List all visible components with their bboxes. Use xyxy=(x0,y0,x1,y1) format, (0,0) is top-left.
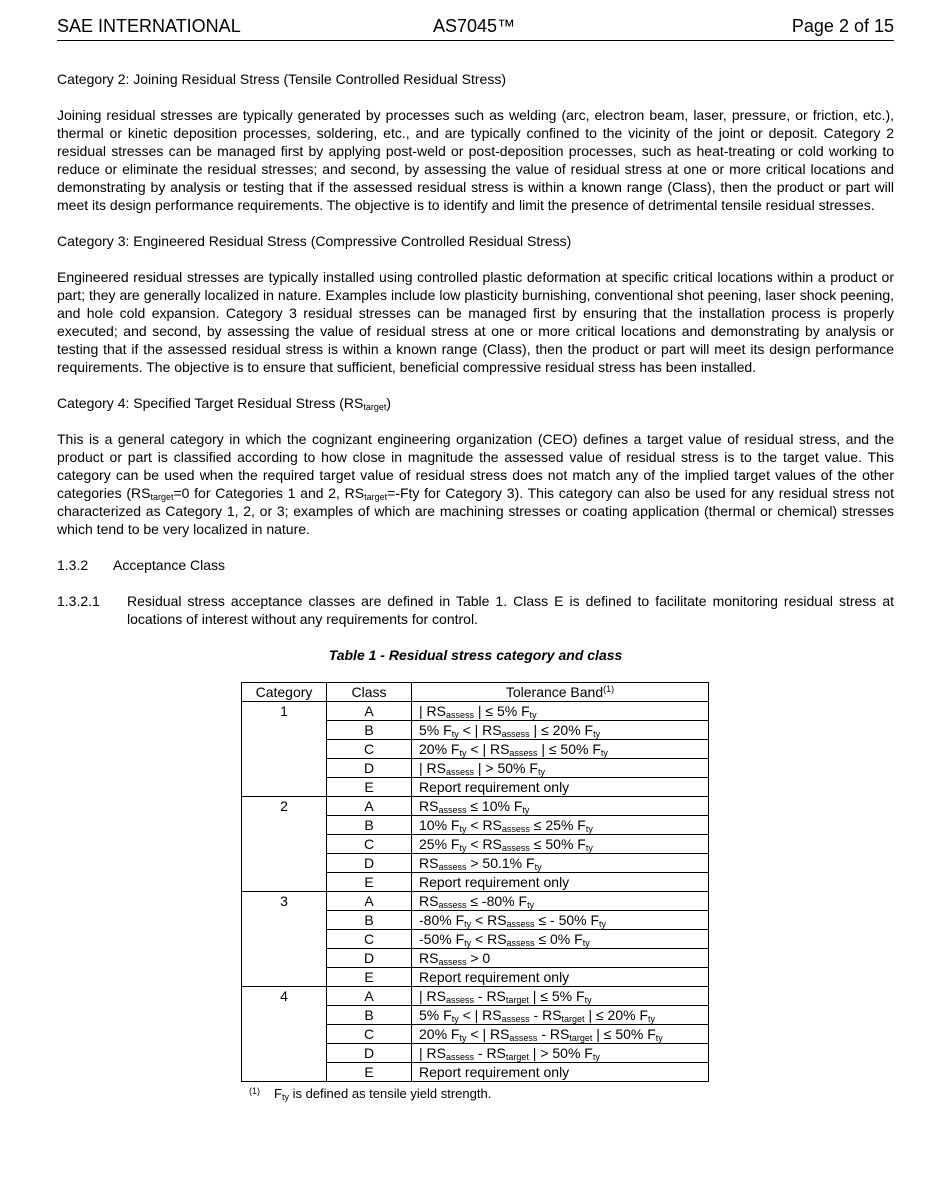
tolerance-cell: 5% $F_{ty}$ < | $RS_{assess} - RS_{target}$ | ≤ 20% $F_{ty}$ xyxy=(412,1006,709,1025)
section-1-3-2-1 xyxy=(57,592,894,628)
category-cell: 3 xyxy=(242,892,327,987)
column-header-tolerance: Tolerance Band$^{(1)}$ xyxy=(412,683,709,702)
class-cell: C xyxy=(327,835,412,854)
section-number: 1.3.2 xyxy=(57,557,89,573)
header-page-number: Page 2 of 15 xyxy=(791,16,894,36)
header-doc-id: AS7045™ xyxy=(433,16,516,36)
tolerance-cell: 20% $F_{ty}$ < | $RS_{assess} - RS_{target}$ | ≤ 50% $F_{ty}$ xyxy=(412,1025,709,1044)
category-cell: 2 xyxy=(242,797,327,892)
class-cell: A xyxy=(327,892,412,911)
tolerance-cell: -80% $F_{ty} < RS_{assess}$ ≤ - 50% $F_{ty}$ xyxy=(412,911,709,930)
table-row xyxy=(242,797,709,816)
column-header-class: Class xyxy=(327,683,412,702)
section-number: 1.3.2.1 xyxy=(57,593,100,609)
table-footnote: $^{(1)}$ $F_{ty}$ is defined as tensile yield strength. xyxy=(249,1086,492,1102)
table-header-row xyxy=(242,683,709,702)
column-header-category: Category xyxy=(242,683,327,702)
class-cell: E xyxy=(327,1063,412,1082)
class-cell: E xyxy=(327,968,412,987)
table-row xyxy=(242,702,709,721)
class-cell: D xyxy=(327,949,412,968)
class-cell: C xyxy=(327,740,412,759)
residual-stress-table xyxy=(241,682,709,1082)
class-cell: B xyxy=(327,1006,412,1025)
category-4-paragraph: This is a general category in which the cognizant engineering organization (CEO) defines a target value of residual stress, and the product or part is classified according to how close in magnitude the assessed value of residual stress is to the target value. This category can be used when the required target value of residual stress does not match any of the implied target values of the other categories ($RS_{target}=0$ for Categories 1 and 2, $RS_{target}=$-Fty for Category 3). This category can also be used for any residual stress not characterized as Category 1, 2, or 3; examples of which are machining stresses or coating application (thermal or chemical) stresses which tend to be very localized in nature. xyxy=(57,431,895,537)
class-cell: B xyxy=(327,721,412,740)
category-3-heading: Category 3: Engineered Residual Stress (Compressive Controlled Residual Stress) xyxy=(57,233,572,249)
class-cell: B xyxy=(327,816,412,835)
category-3-paragraph: Engineered residual stresses are typically installed using controlled plastic deformation at specific critical locations within a product or part; they are generally localized in nature. Examples include low plasticity burnishing, conventional shot peening, laser shock peening, and hole cold expansion. Category 3 residual stresses can be managed first by ensuring that the installation process is properly executed; and second, by assessing the value of residual stress at one or more critical locations and demonstrating by analysis or testing that if the assessed residual stress is within a known range (Class), then the product or part will meet its design performance requirements. The objective is to ensure that sufficient, beneficial compressive residual stress has been installed. xyxy=(57,269,894,375)
class-cell: A xyxy=(327,702,412,721)
tolerance-cell: | $RS_{assess}$ | > 50% $F_{ty}$ xyxy=(412,759,709,778)
category-4-heading: Category 4: Specified Target Residual Stress $(RS_{target})$ xyxy=(57,395,392,412)
table-caption: Table 1 - Residual stress category and class xyxy=(328,647,623,663)
tolerance-cell: 5% $F_{ty}$ < | $RS_{assess}$ | ≤ 20% $F_{ty}$ xyxy=(412,721,709,740)
tolerance-cell: 10% $F_{ty} < RS_{assess} \le 25\%$ $F_{ty}$ xyxy=(412,816,709,835)
tolerance-cell: $RS_{assess} > 50.1\%$ $F_{ty}$ xyxy=(412,854,709,873)
class-cell: B xyxy=(327,911,412,930)
table-body xyxy=(242,702,709,1082)
tolerance-cell: $RS_{assess} > 0$ xyxy=(412,949,709,968)
tolerance-cell: -50% $F_{ty} < RS_{assess} \le 0\%$ $F_{ty}$ xyxy=(412,930,709,949)
section-text: Residual stress acceptance classes are defined in Table 1. Class E is defined to facilitate monitoring residual stress at locations of interest without any requirements for control. xyxy=(127,593,894,627)
class-cell: C xyxy=(327,1025,412,1044)
table-row xyxy=(242,892,709,911)
tolerance-cell: $RS_{assess} \le -80\%$ $F_{ty}$ xyxy=(412,892,709,911)
class-cell: A xyxy=(327,797,412,816)
tolerance-cell: 20% $F_{ty}$ < | $RS_{assess}$ | ≤ 50% $F_{ty}$ xyxy=(412,740,709,759)
class-cell: D xyxy=(327,1044,412,1063)
tolerance-cell: | $RS_{assess} - RS_{target}$ | ≤ 5% $F_{ty}$ xyxy=(412,987,709,1006)
class-cell: D xyxy=(327,759,412,778)
tolerance-cell: Report requirement only xyxy=(412,873,709,892)
tolerance-cell: Report requirement only xyxy=(412,968,709,987)
page-header xyxy=(57,16,894,41)
section-1-3-2-heading xyxy=(57,556,894,574)
category-2-paragraph: Joining residual stresses are typically generated by processes such as welding (arc, electron beam, laser, pressure, or friction, etc.), thermal or kinetic deposition processes, soldering, etc., and are typically confined to the vicinity of the joint or deposit. Category 2 residual stresses can be managed first by applying post-weld or post-deposition processes, such as heat-treating or cold working to reduce or eliminate the residual stresses; and second, by assessing the value of residual stress at one or more critical locations and demonstrating by analysis or testing that if the assessed residual stress is within a known range (Class), then the product or part will meet its design performance requirements. The objective is to identify and limit the presence of detrimental tensile residual stresses. xyxy=(57,107,894,213)
tolerance-cell: $RS_{assess} \le 10\%$ $F_{ty}$ xyxy=(412,797,709,816)
section-title: Acceptance Class xyxy=(113,557,226,573)
document-body xyxy=(57,70,894,1103)
category-cell: 1 xyxy=(242,702,327,797)
header-org: SAE INTERNATIONAL xyxy=(57,16,241,36)
class-cell: E xyxy=(327,778,412,797)
category-2-heading: Category 2: Joining Residual Stress (Tensile Controlled Residual Stress) xyxy=(57,71,506,87)
table-row xyxy=(242,987,709,1006)
class-cell: A xyxy=(327,987,412,1006)
category-cell: 4 xyxy=(242,987,327,1082)
tolerance-cell: Report requirement only xyxy=(412,778,709,797)
tolerance-cell: | $RS_{assess}$ | ≤ 5% $F_{ty}$ xyxy=(412,702,709,721)
tolerance-cell: Report requirement only xyxy=(412,1063,709,1082)
tolerance-cell: 25% $F_{ty} < RS_{assess} \le 50\%$ $F_{ty}$ xyxy=(412,835,709,854)
class-cell: E xyxy=(327,873,412,892)
class-cell: C xyxy=(327,930,412,949)
class-cell: D xyxy=(327,854,412,873)
tolerance-cell: | $RS_{assess} - RS_{target}$ | > 50% $F_{ty}$ xyxy=(412,1044,709,1063)
